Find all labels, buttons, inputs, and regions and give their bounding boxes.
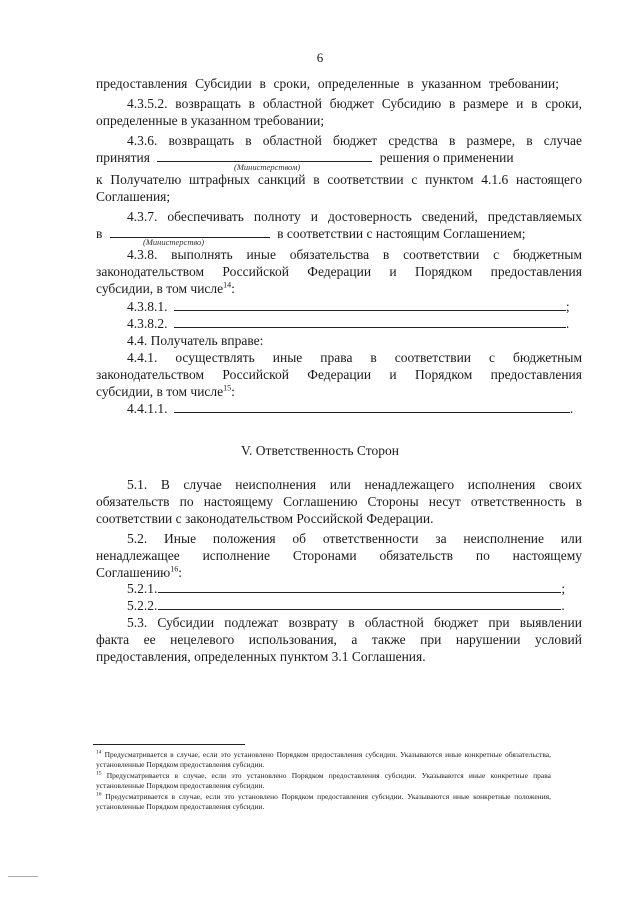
line-text: : (178, 565, 183, 580)
line-text: . (569, 401, 574, 416)
paragraph-line: 4.3.6. возвращать в областной бюджет средства в размере, в случае (127, 133, 582, 148)
paragraph-line (127, 597, 565, 614)
footnote-divider (93, 744, 245, 745)
paragraph-line (127, 400, 573, 417)
item-number: 5.2.1. (127, 581, 158, 596)
line-text: ; (565, 299, 570, 314)
paragraph-line (127, 315, 569, 332)
line-text: решения о применении (379, 150, 514, 165)
paragraph-line: законодательством Российской Федерации и Порядком предоставления (96, 367, 582, 382)
paragraph-line: соответствии с законодательством Российской Федерации. (96, 511, 434, 526)
scan-mark (8, 876, 38, 877)
footnote (96, 750, 551, 769)
footnote-text: Предусматривается в случае, если это установлено Порядком предоставления субсидии. Указываются иные конкретные обязательства, установленные Порядком предоставления субсидии. (96, 750, 551, 769)
paragraph-line: 4.4. Получатель вправе: (127, 333, 264, 348)
item-number: 4.3.8.1. (127, 299, 168, 314)
paragraph-line (127, 580, 565, 597)
blank-field (158, 581, 561, 593)
footnote-ref: 14 (223, 280, 232, 290)
footnote-ref: 16 (170, 564, 179, 574)
paragraph-line: Соглашения; (96, 189, 171, 204)
paragraph-line: предоставления, определенных пунктом 3.1 Соглашения. (96, 649, 426, 664)
paragraph-line (96, 149, 514, 166)
line-text: принятия (96, 150, 150, 165)
footnote-ref: 15 (223, 383, 232, 393)
footnote-number: 16 (96, 791, 102, 798)
field-caption: (Министерством) (234, 162, 301, 172)
line-text: : (231, 384, 235, 399)
paragraph-line (96, 564, 182, 581)
line-text: : (231, 281, 235, 296)
line-text: ; (561, 581, 566, 596)
blank-field (174, 299, 566, 311)
paragraph-line: 4.3.5.2. возвращать в областной бюджет Субсидию в размере и в сроки, (127, 96, 582, 111)
paragraph-line: 5.3. Субсидии подлежат возврату в областной бюджет при выявлении (127, 615, 582, 630)
paragraph-line: ненадлежащее исполнение Сторонами обязательств по настоящему (96, 548, 582, 563)
paragraph-line: законодательством Российской Федерации и Порядком предоставления (96, 264, 582, 279)
paragraph-line: предоставления Субсидии в сроки, определенные в указанном требовании; (96, 76, 559, 91)
paragraph-line: к Получателю штрафных санкций в соответствии с пунктом 4.1.6 настоящего (96, 172, 582, 187)
footnote-text: Предусматривается в случае, если это установлено Порядком предоставления субсидии. Указываются иные конкретные положения, установленные Порядком предоставления субсидии. (96, 792, 552, 811)
blank-field (158, 598, 561, 610)
paragraph-line: 4.4.1. осуществлять иные права в соответствии с бюджетным (127, 350, 582, 365)
paragraph-line: 5.1. В случае неисполнения или ненадлежащего исполнения своих (127, 477, 582, 492)
paragraph-line: 4.3.8. выполнять иные обязательства в соответствии с бюджетным (127, 247, 582, 262)
blank-field (174, 401, 570, 413)
item-number: 4.3.8.2. (127, 316, 168, 331)
line-text: . (561, 598, 565, 613)
paragraph-line (127, 298, 570, 315)
footnote-number: 15 (96, 770, 102, 777)
footnote-text: Предусматривается в случае, если это установлено Порядком предоставления субсидии. Указываются иные конкретные права установленные Порядком предоставления субсидии. (96, 771, 551, 790)
page-number: 6 (316, 50, 324, 65)
line-text: субсидии, в том числе (96, 281, 224, 296)
line-text: в соответствии с настоящим Соглашением; (277, 226, 526, 241)
item-number: 5.2.2. (127, 598, 158, 613)
item-number: 4.4.1.1. (127, 401, 168, 416)
field-caption: (Министерство) (143, 237, 205, 247)
footnote (96, 792, 551, 811)
blank-field (174, 316, 566, 328)
paragraph-line (96, 280, 235, 297)
paragraph-line: обязательств по настоящему Соглашению Стороны несут ответственность в (96, 494, 582, 509)
footnote-number: 14 (96, 749, 102, 756)
section-heading: V. Ответственность Сторон (241, 443, 399, 458)
paragraph-line: 4.3.7. обеспечивать полноту и достоверность сведений, представляемых (127, 209, 582, 224)
paragraph-line: определенные в указанном требовании; (96, 113, 325, 128)
paragraph-line: факта ее нецелевого использования, а также при нарушении условий (96, 632, 582, 647)
paragraph-line: 5.2. Иные положения об ответственности за неисполнение или (127, 531, 582, 546)
blank-field (157, 150, 372, 162)
line-text: субсидии, в том числе (96, 384, 224, 399)
line-text: Соглашению (96, 565, 171, 580)
line-text: . (565, 316, 570, 331)
footnote (96, 771, 551, 790)
line-text: в (96, 226, 103, 241)
paragraph-line (96, 383, 235, 400)
